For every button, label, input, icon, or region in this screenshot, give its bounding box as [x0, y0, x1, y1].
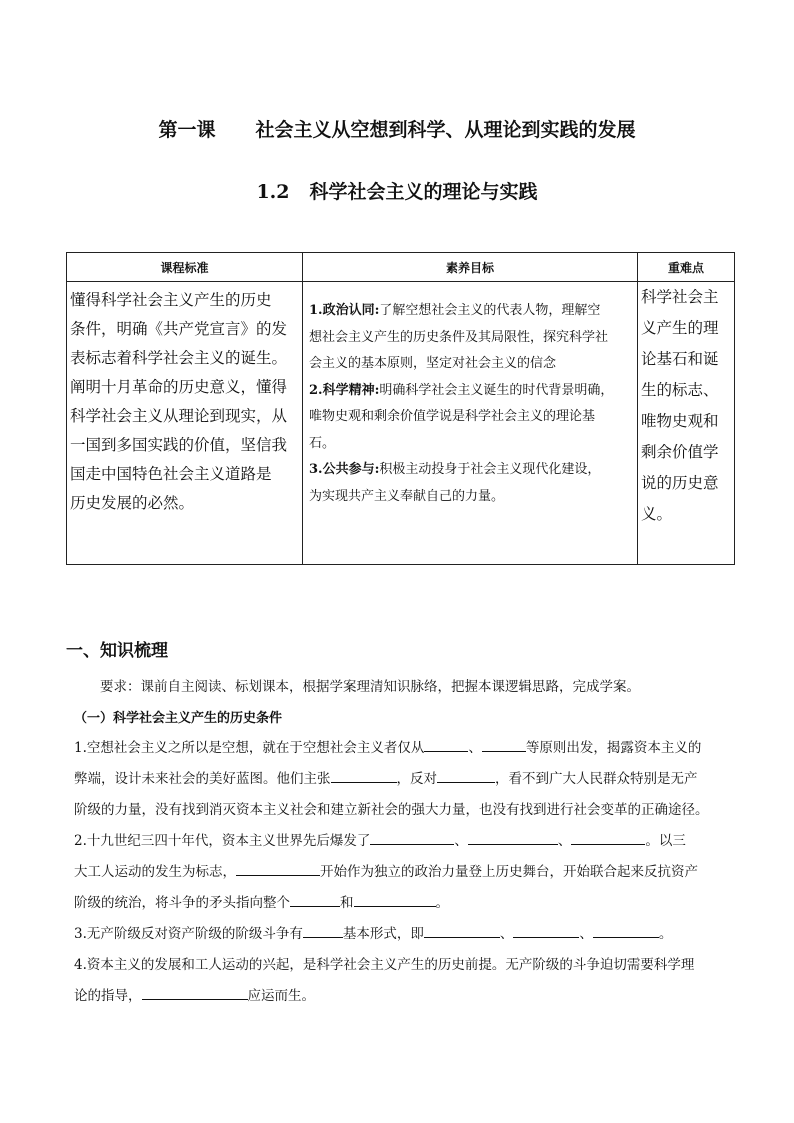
text-line: 论的指导， 应运而生。: [74, 981, 734, 1012]
goals-cell: [303, 282, 638, 565]
key-line: 唯物史观和: [641, 412, 719, 430]
standard-line: 历史发展的必然。: [70, 494, 195, 512]
table-body-row: [67, 282, 735, 565]
subsection-heading: （一）科学社会主义产生的历史条件: [74, 711, 283, 726]
lesson-number: 第一课: [158, 119, 216, 141]
fill-blank[interactable]: [424, 923, 500, 938]
text-line: 3.无产阶级反对资产阶级的阶级斗争有 基本形式，即 、 、 。: [74, 919, 734, 950]
requirement-text: 要求：课前自主阅读、标划课本，根据学案理清知识脉络，把握本课逻辑思路，完成学案。: [100, 679, 640, 695]
lesson-name: 社会主义从空想到科学、从理论到实践的发展: [255, 119, 636, 141]
text-line: 弊端，设计未来社会的美好蓝图。他们主张 ，反对 ，看不到广大人民群众特别是无产: [74, 764, 734, 795]
text-line: 1.空想社会主义之所以是空想，就在于空想社会主义者仅从 、 等原则出发，揭露资本主义的: [74, 733, 734, 764]
key-line: 生的标志、: [641, 381, 719, 399]
fill-blank[interactable]: [424, 737, 468, 752]
fill-blank[interactable]: [482, 737, 526, 752]
standard-line: 条件，明确《共产党宣言》的发: [70, 320, 288, 338]
text-line: 阶级的力量，没有找到消灭资本主义社会和建立新社会的强大力量，也没有找到进行社会变革的正确途径。: [74, 802, 709, 818]
lesson-title: [0, 115, 794, 142]
fill-blank[interactable]: [571, 830, 645, 845]
key-line: 论基石和诞: [641, 350, 719, 368]
text-line: 阶级的统治，将斗争的矛头指向整个 和 。: [74, 888, 734, 919]
fill-blank[interactable]: [437, 768, 495, 783]
fill-blank[interactable]: [142, 985, 248, 1000]
standard-line: 阐明十月革命的历史意义，懂得: [70, 378, 288, 396]
goal-line: 想社会主义产生的历史条件及其局限性，探究科学社: [309, 329, 609, 345]
fill-blank[interactable]: [354, 892, 436, 907]
goal-label: 2.科学精神:: [309, 382, 380, 398]
key-points-cell: [638, 282, 735, 565]
standard-cell: [67, 282, 303, 565]
fill-blank[interactable]: [468, 830, 558, 845]
goal-line: 2.科学精神:明确科学社会主义诞生的时代背景明确，: [309, 382, 614, 398]
fill-blank[interactable]: [593, 923, 659, 938]
fill-blank[interactable]: [290, 892, 340, 907]
text-line: 4.资本主义的发展和工人运动的兴起，是科学社会主义产生的历史前提。无产阶级的斗争迫切需要科学理: [74, 957, 695, 973]
goal-line: 唯物史观和剩余价值学说是科学社会主义的理论基: [309, 409, 596, 424]
key-line: 义。: [641, 505, 673, 523]
standard-line: 国走中国特色社会主义道路是: [70, 465, 272, 483]
paragraph-1: [74, 733, 734, 826]
fill-blank[interactable]: [303, 923, 343, 938]
table-header-row: [67, 253, 735, 282]
section-number: 1.2: [256, 181, 290, 203]
fill-blank[interactable]: [513, 923, 579, 938]
fill-blank[interactable]: [236, 861, 320, 876]
goal-line: 为实现共产主义奉献自己的力量。: [309, 488, 505, 504]
header-goals: 素养目标: [303, 253, 638, 282]
text-line: 2.十九世纪三四十年代，资本主义世界先后爆发了 、 、 。以三: [74, 826, 734, 857]
text-line: 大工人运动的发生为标志， 开始作为独立的政治力量登上历史舞台，开始联合起来反抗资产: [74, 857, 734, 888]
section-title: [0, 177, 794, 204]
fill-blank[interactable]: [370, 830, 454, 845]
goal-line: 3.公共参与:积极主动投身于社会主义现代化建设，: [309, 462, 601, 477]
section-name: 科学社会主义的理论与实践: [309, 181, 538, 203]
key-line: 科学社会主: [641, 288, 719, 306]
standard-line: 科学社会主义从理论到现实，从: [70, 407, 288, 425]
key-line: 剩余价值学: [641, 443, 719, 461]
fill-blank[interactable]: [331, 768, 397, 783]
key-line: 说的历史意: [641, 474, 719, 492]
key-line: 义产生的理: [641, 319, 719, 337]
paragraph-4: [74, 950, 734, 1012]
header-standard: 课程标准: [67, 253, 303, 282]
standard-line: 一国到多国实践的价值，坚信我: [70, 436, 288, 454]
header-key-points: 重难点: [638, 253, 735, 282]
goal-label: 1.政治认同:: [309, 303, 380, 318]
curriculum-table: [66, 252, 735, 565]
standard-line: 懂得科学社会主义产生的历史: [70, 291, 272, 309]
paragraph-2: [74, 826, 734, 919]
standard-line: 表标志着科学社会主义的诞生。: [70, 349, 288, 367]
goal-line: 会主义的基本原则，坚定对社会主义的信念: [309, 356, 557, 371]
knowledge-heading: 一、知识梳理: [66, 641, 168, 661]
goal-line: 1.政治认同:了解空想社会主义的代表人物，理解空: [309, 303, 601, 318]
paragraph-3: [74, 919, 734, 950]
goal-label: 3.公共参与:: [309, 462, 380, 477]
goal-line: 石。: [309, 435, 336, 451]
